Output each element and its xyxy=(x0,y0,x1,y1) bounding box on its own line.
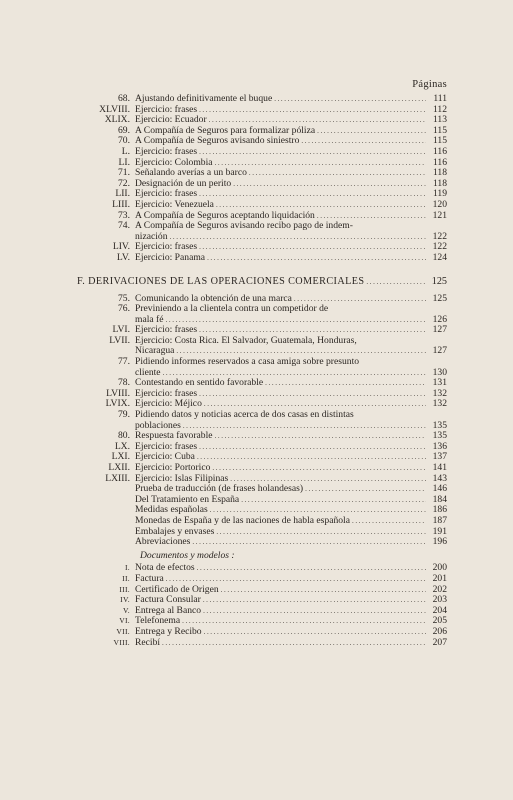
entry-title: Designación de un perito xyxy=(135,177,232,189)
entry-title: Nicaragua xyxy=(135,345,175,357)
entry-title: Telefonema xyxy=(135,615,181,627)
entry-page-number: 196 xyxy=(432,536,447,548)
leader-dots xyxy=(183,421,426,432)
entry-number: LIII. xyxy=(112,198,130,210)
leader-dots xyxy=(212,463,426,474)
leader-dots xyxy=(216,527,426,538)
entry-title: Monedas de España y de las naciones de habla española xyxy=(135,514,350,526)
entry-title: Recibí xyxy=(135,636,161,648)
leader-dots xyxy=(199,105,426,116)
entry-page-number: 136 xyxy=(432,440,447,452)
entry-page-number: 143 xyxy=(432,472,447,484)
entry-title: Entrega y Recibo xyxy=(135,625,202,637)
leader-dots xyxy=(192,537,426,548)
entry-number: 68. xyxy=(118,93,130,104)
entry-number: 79. xyxy=(118,409,130,421)
leader-dots xyxy=(274,94,426,105)
leader-dots xyxy=(162,638,426,649)
toc-group-f xyxy=(0,294,513,548)
toc-entry xyxy=(0,537,513,548)
leader-dots xyxy=(203,606,426,617)
entry-page-number: 186 xyxy=(432,504,447,516)
entry-page-number: 204 xyxy=(432,604,447,616)
entry-title: Factura xyxy=(135,572,164,584)
entry-page-number: 124 xyxy=(432,251,447,263)
entry-title: Embalajes y envases xyxy=(135,525,215,537)
entry-page-number: 122 xyxy=(432,241,447,253)
section-title: F. DERIVACIONES DE LAS OPERACIONES COMERCIALES xyxy=(77,275,365,287)
entry-title: Pidiendo informes reservados a casa amiga sobre presunto xyxy=(135,356,360,368)
entry-number: II. xyxy=(122,573,130,583)
entry-number: LVIX. xyxy=(105,398,130,410)
entry-page-number: 205 xyxy=(432,615,447,627)
entry-page-number: 202 xyxy=(432,583,447,595)
leader-dots xyxy=(197,452,426,463)
leader-dots xyxy=(182,616,426,627)
documents-heading: Documentos y modelos : xyxy=(140,549,235,561)
entry-title: cliente xyxy=(135,366,161,378)
entry-title: Ejercicio: Venezuela xyxy=(135,198,214,210)
entry-number: 70. xyxy=(118,135,130,147)
leader-dots xyxy=(199,389,426,400)
entry-page-number: 206 xyxy=(432,625,447,637)
entry-number: LVII. xyxy=(109,334,130,346)
section-page-number: 125 xyxy=(431,275,447,287)
entry-number: LVIII. xyxy=(106,387,130,399)
entry-number: LII. xyxy=(115,188,130,200)
entry-title: Factura Consular xyxy=(135,594,201,606)
entry-title: Ajustando definitivamente el buque xyxy=(135,93,273,104)
entry-number: LXII. xyxy=(108,462,130,473)
entry-title: Comunicando la obtención de una marca xyxy=(135,292,292,304)
leader-dots xyxy=(199,189,426,200)
leader-dots xyxy=(197,563,426,574)
toc-entry xyxy=(0,147,513,158)
leader-dots xyxy=(199,442,426,453)
entry-page-number: 187 xyxy=(432,514,447,526)
entry-page-number: 127 xyxy=(432,345,447,357)
entry-page-number: 115 xyxy=(432,135,447,147)
entry-number: 76. xyxy=(118,303,130,315)
entry-page-number: 130 xyxy=(432,366,447,378)
entry-number: 74. xyxy=(118,220,130,232)
entry-title: A Compañía de Seguros avisando siniestro xyxy=(135,135,300,147)
entry-page-number: 141 xyxy=(432,462,447,473)
entry-number: LXIII. xyxy=(105,472,130,484)
entry-page-number: 131 xyxy=(432,377,447,389)
entry-number: VI. xyxy=(119,616,130,626)
entry-number: LVI. xyxy=(112,324,130,336)
entry-number: 78. xyxy=(118,377,130,389)
entry-page-number: 118 xyxy=(432,167,447,179)
toc-entry xyxy=(0,638,513,649)
leader-dots xyxy=(265,378,426,389)
entry-page-number: 184 xyxy=(432,493,447,505)
entry-title: poblaciones xyxy=(135,419,181,431)
entry-number: V. xyxy=(122,605,130,615)
entry-title: Pidiendo datos y noticias acerca de dos casas en distintas xyxy=(135,409,354,421)
entry-title: Nota de efectos xyxy=(135,562,195,574)
toc-group-e xyxy=(0,94,513,264)
entry-title: mala fé xyxy=(135,313,164,325)
entry-number: 73. xyxy=(118,209,130,221)
entry-title: Ejercicio: Panama xyxy=(135,251,206,263)
table-of-contents xyxy=(0,94,513,648)
section-heading-f xyxy=(0,276,513,288)
toc-entry xyxy=(0,94,513,105)
entry-title: Ejercicio: Ecuador xyxy=(135,114,207,126)
entry-title: Respuesta favorable xyxy=(135,430,213,442)
entry-page-number: 112 xyxy=(432,103,447,115)
entry-number: LV. xyxy=(116,251,130,263)
entry-title: Ejercicio: frases xyxy=(135,145,198,157)
entry-page-number: 200 xyxy=(432,562,447,574)
entry-page-number: 120 xyxy=(432,198,447,210)
toc-group-documents xyxy=(0,563,513,648)
entry-page-number: 113 xyxy=(432,114,447,126)
entry-title: Ejercicio: Islas Filipinas xyxy=(135,472,229,484)
entry-title: Ejercicio: frases xyxy=(135,387,198,399)
entry-title: Ejercicio: frases xyxy=(135,103,198,115)
entry-number: LX. xyxy=(114,440,130,452)
entry-page-number: 116 xyxy=(432,145,447,157)
entry-page-number: 115 xyxy=(432,124,447,136)
toc-entry xyxy=(0,253,513,264)
entry-page-number: 201 xyxy=(432,572,447,584)
entry-title: Ejercicio: frases xyxy=(135,440,198,452)
entry-page-number: 137 xyxy=(432,451,447,463)
entry-number: LI. xyxy=(118,156,130,168)
entry-number: 80. xyxy=(118,430,130,442)
leader-dots xyxy=(166,574,426,585)
entry-number: 69. xyxy=(118,124,130,136)
entry-title: Medidas españolas xyxy=(135,504,208,516)
entry-title: Del Tratamiento en España xyxy=(135,493,240,505)
entry-title: Ejercicio: Colombia xyxy=(135,156,213,168)
entry-number: 71. xyxy=(118,167,130,179)
entry-page-number: 135 xyxy=(432,419,447,431)
leader-dots xyxy=(216,200,426,211)
toc-entry xyxy=(0,463,513,474)
entry-page-number: 126 xyxy=(432,313,447,325)
entry-title: A Compañía de Seguros aceptando liquidación xyxy=(135,209,315,221)
entry-title: A Compañía de Seguros para formalizar póliza xyxy=(135,124,316,136)
leader-dots xyxy=(241,495,426,506)
leader-dots xyxy=(305,484,426,495)
entry-number: VII. xyxy=(116,626,130,636)
entry-title: Ejercicio: Portorico xyxy=(135,462,211,473)
entry-title: Ejercicio: frases xyxy=(135,241,198,253)
entry-page-number: 203 xyxy=(432,594,447,606)
entry-title: nización xyxy=(135,230,168,242)
entry-title: Entrega al Banco xyxy=(135,604,202,616)
entry-page-number: 119 xyxy=(432,188,447,200)
entry-title: Prueba de traducción (de frases holandesas) xyxy=(135,483,304,495)
entry-number: XLIX. xyxy=(104,114,130,126)
leader-dots xyxy=(317,126,426,137)
entry-number: LIV. xyxy=(112,241,130,253)
entry-page-number: 122 xyxy=(432,230,447,242)
leader-dots xyxy=(166,315,427,326)
leader-dots xyxy=(170,232,427,243)
pages-column-header: Páginas xyxy=(412,79,447,90)
entry-title: Previniendo a la clientela contra un competidor de xyxy=(135,303,329,315)
entry-page-number: 132 xyxy=(432,398,447,410)
entry-number: L. xyxy=(121,145,130,157)
entry-page-number: 191 xyxy=(432,525,447,537)
entry-title: Ejercicio: frases xyxy=(135,188,198,200)
entry-number: 77. xyxy=(118,356,130,368)
leader-dots xyxy=(366,276,426,288)
entry-number: LXI. xyxy=(111,451,130,463)
entry-title: Certificado de Origen xyxy=(135,583,219,595)
leader-dots xyxy=(199,242,426,253)
leader-dots xyxy=(233,179,426,190)
entry-page-number: 146 xyxy=(432,483,447,495)
entry-title: Señalando averías a un barco xyxy=(135,167,247,179)
entry-number: XLVIII. xyxy=(99,103,130,115)
entry-page-number: 132 xyxy=(432,387,447,399)
leader-dots xyxy=(203,595,426,606)
toc-entry xyxy=(0,627,513,638)
toc-entry xyxy=(0,516,513,527)
leader-dots xyxy=(204,627,426,638)
entry-title: Ejercicio: Méjico xyxy=(135,398,202,410)
leader-dots xyxy=(199,147,426,158)
entry-title: Contestando en sentido favorable xyxy=(135,377,264,389)
entry-number: III. xyxy=(119,584,130,594)
entry-title: Ejercicio: Cuba xyxy=(135,451,195,463)
entry-page-number: 118 xyxy=(432,177,447,189)
leader-dots xyxy=(301,136,426,147)
entry-page-number: 125 xyxy=(432,292,447,304)
entry-page-number: 135 xyxy=(432,430,447,442)
entry-title: A Compañía de Seguros avisando recibo pago de indem- xyxy=(135,220,353,232)
leader-dots xyxy=(221,585,426,596)
entry-title: Ejercicio: frases xyxy=(135,324,198,336)
entry-page-number: 116 xyxy=(432,156,447,168)
entry-number: IV. xyxy=(120,595,130,605)
leader-dots xyxy=(249,168,426,179)
entry-number: 72. xyxy=(118,177,130,189)
leader-dots xyxy=(352,516,426,527)
entry-number: 75. xyxy=(118,292,130,304)
entry-title: Ejercicio: Costa Rica. El Salvador, Guatemala, Honduras, xyxy=(135,334,357,346)
entry-page-number: 121 xyxy=(432,209,447,221)
entry-page-number: 127 xyxy=(432,324,447,336)
leader-dots xyxy=(215,431,426,442)
entry-title: Abreviaciones xyxy=(135,536,191,548)
toc-entry xyxy=(0,574,513,585)
toc-entry xyxy=(0,200,513,211)
entry-number: I. xyxy=(124,563,130,573)
entry-page-number: 111 xyxy=(433,93,447,104)
leader-dots xyxy=(207,253,426,264)
entry-page-number: 207 xyxy=(432,636,447,648)
entry-number: VIII. xyxy=(113,637,130,647)
